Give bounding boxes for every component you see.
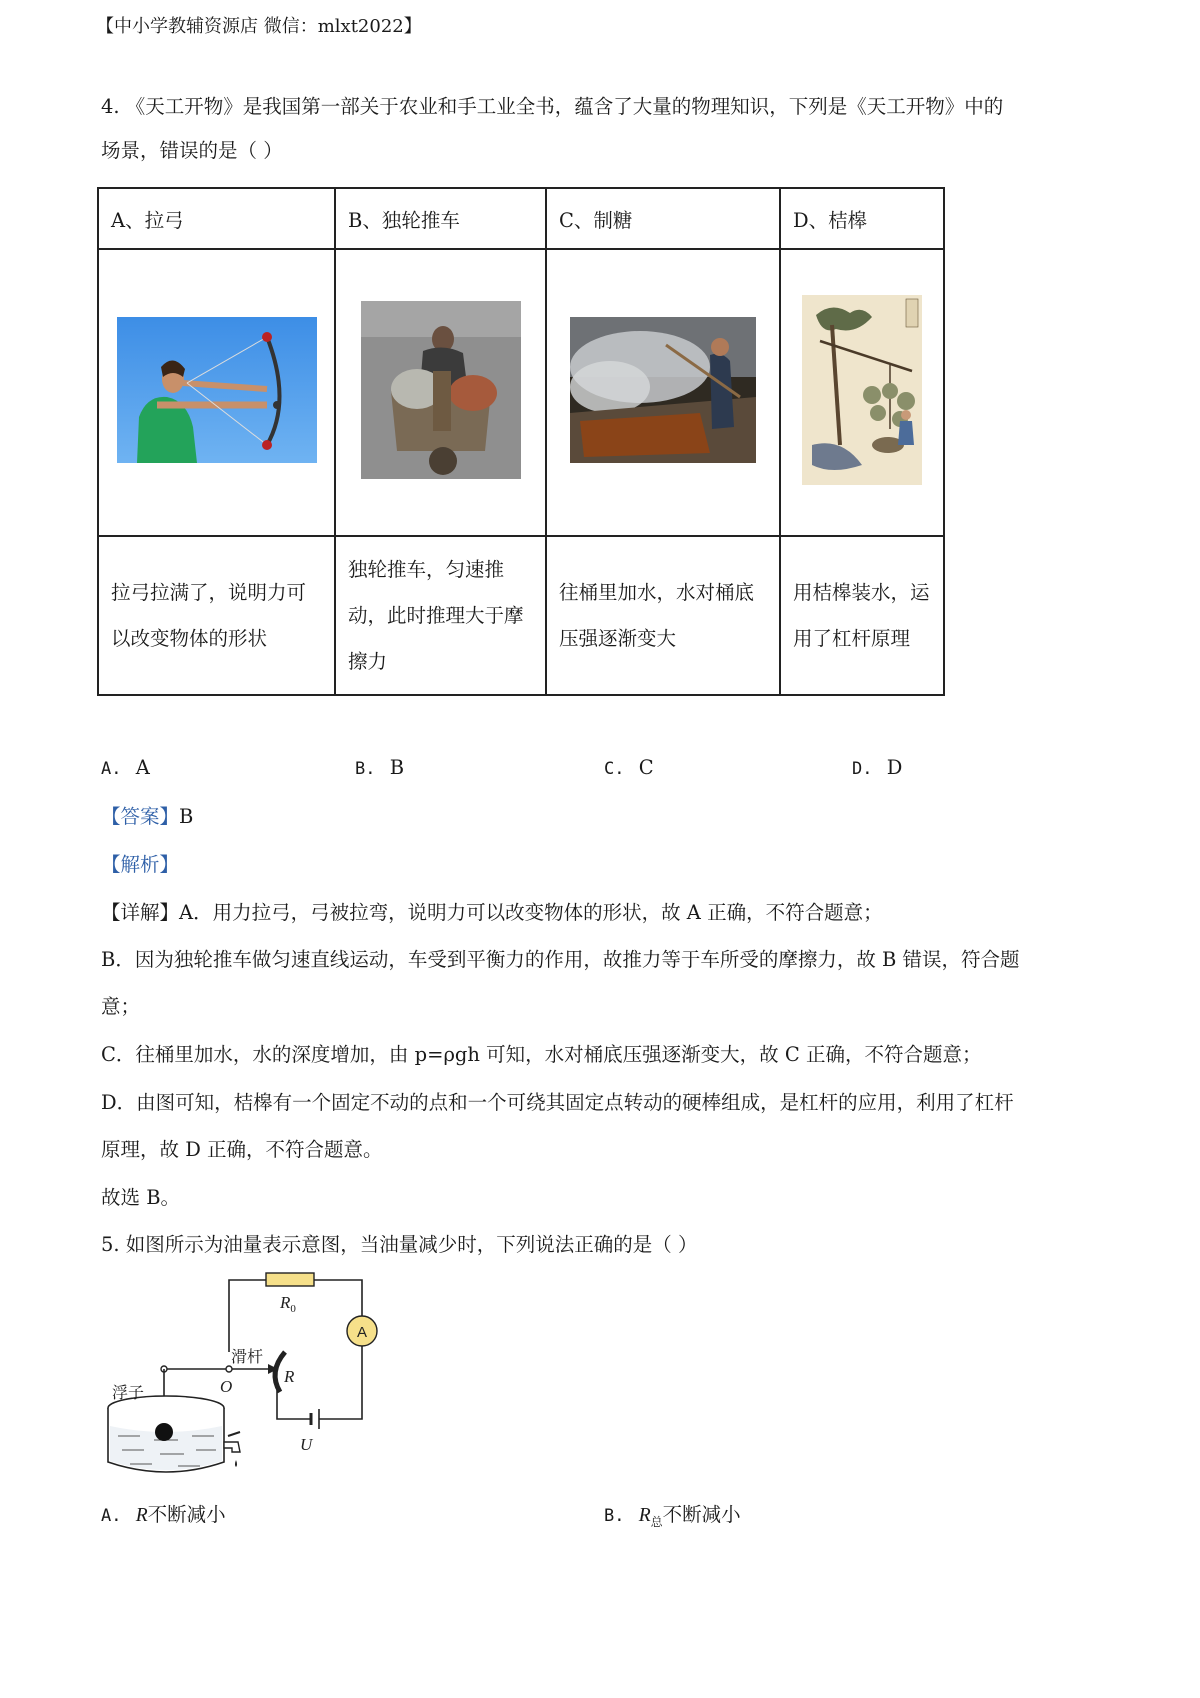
q5-stem: 5. 如图所示为油量表示意图，当油量减少时，下列说法正确的是（ ） [101, 1233, 698, 1256]
option-value: C [638, 756, 654, 779]
q4-comparison-table [97, 187, 945, 696]
well-sweep-painting [802, 295, 922, 485]
q4-stem-line2: 场景，错误的是（ ） [101, 139, 283, 162]
q4-option-b[interactable] [355, 756, 404, 779]
q4-option-d[interactable] [852, 756, 902, 779]
option-value: A [135, 756, 150, 779]
option-key: B. [355, 759, 376, 779]
float-ball [155, 1423, 173, 1441]
label-r: R [284, 1367, 295, 1386]
table-image-cell-b [335, 249, 546, 536]
sugar-making-photo [570, 317, 756, 463]
page-header: 【中小学教辅资源店 微信：mlxt2022】 [96, 16, 422, 37]
q5-option-a[interactable] [101, 1499, 226, 1527]
option-var: R [135, 1505, 148, 1526]
option-sub: 总 [650, 1514, 663, 1529]
option-value: D [886, 756, 903, 779]
detail-line-1 [101, 900, 883, 926]
option-key: A. [101, 759, 122, 779]
faucet-icon [224, 1442, 240, 1452]
table-desc-cell-b: 独轮推车，匀速推动，此时推理大于摩擦力 [335, 536, 546, 695]
option-key: A. [101, 1506, 122, 1526]
answer-label: 【答案】 [101, 805, 180, 828]
option-key: B. [604, 1506, 625, 1526]
oil-gauge-circuit-diagram [100, 1268, 400, 1490]
table-desc-cell-d: 用桔槔装水，运用了杠杆原理 [780, 536, 944, 695]
detail-line-6: 原理，故 D 正确，不符合题意。 [101, 1138, 383, 1161]
table-description-row [98, 536, 944, 695]
table-header-cell-d: D、桔槔 [780, 188, 944, 249]
table-header-cell-c: C、制糖 [546, 188, 780, 249]
label-pivot: O [220, 1377, 233, 1396]
detail-text: A．用力拉弓，弓被拉弯，说明力可以改变物体的形状，故 A 正确，不符合题意； [179, 901, 883, 924]
analysis-label: 【解析】 [101, 853, 180, 876]
detail-label: 【详解】 [101, 901, 180, 924]
option-var: R [638, 1505, 651, 1526]
option-text: 不断减小 [662, 1503, 741, 1526]
table-header-cell-b: B、独轮推车 [335, 188, 546, 249]
q4-stem-line1: 4. 《天工开物》是我国第一部关于农业和手工业全书，蕴含了大量的物理知识，下列是《天工开物》中的 [101, 95, 1004, 118]
label-r0: $R_0$ [280, 1293, 296, 1315]
option-text: 不断减小 [147, 1503, 226, 1526]
table-image-cell-d [780, 249, 944, 536]
pivot-o [226, 1366, 232, 1372]
answer-line [101, 804, 193, 830]
q4-option-a[interactable] [101, 756, 150, 779]
label-ammeter: A [356, 1324, 368, 1341]
table-header-row [98, 188, 944, 249]
detail-line-3: 意； [101, 995, 141, 1018]
label-source: U [300, 1435, 313, 1454]
option-key: D. [852, 759, 873, 779]
q4-option-c[interactable] [604, 756, 654, 779]
wheelbarrow-photo [361, 301, 521, 479]
archer-photo [117, 317, 317, 463]
option-key: C. [604, 759, 625, 779]
table-image-row [98, 249, 944, 536]
detail-line-4: C．往桶里加水，水的深度增加，由 p=ρgh 可知，水对桶底压强逐渐变大，故 C 正确，不符合题意； [101, 1043, 982, 1066]
table-desc-cell-a: 拉弓拉满了，说明力可以改变物体的形状 [98, 536, 335, 695]
answer-value: B [179, 805, 194, 828]
conclusion-line: 故选 B。 [101, 1186, 181, 1209]
resistor-r0 [266, 1273, 314, 1286]
table-image-cell-a [98, 249, 335, 536]
label-rod: 滑杆 [231, 1349, 264, 1366]
q5-option-b[interactable] [604, 1499, 741, 1530]
detail-line-5: D．由图可知，桔槔有一个固定不动的点和一个可绕其固定点转动的硬棒组成，是杠杆的应用，利用了杠杆 [101, 1091, 1014, 1114]
table-image-cell-c [546, 249, 780, 536]
label-float: 浮子 [112, 1385, 145, 1402]
option-value: B [389, 756, 405, 779]
table-desc-cell-c: 往桶里加水，水对桶底压强逐渐变大 [546, 536, 780, 695]
detail-line-2: B．因为独轮推车做匀速直线运动，车受到平衡力的作用，故推力等于车所受的摩擦力，故 B 错误，符合题 [101, 948, 1020, 971]
table-header-cell-a: A、拉弓 [98, 188, 335, 249]
